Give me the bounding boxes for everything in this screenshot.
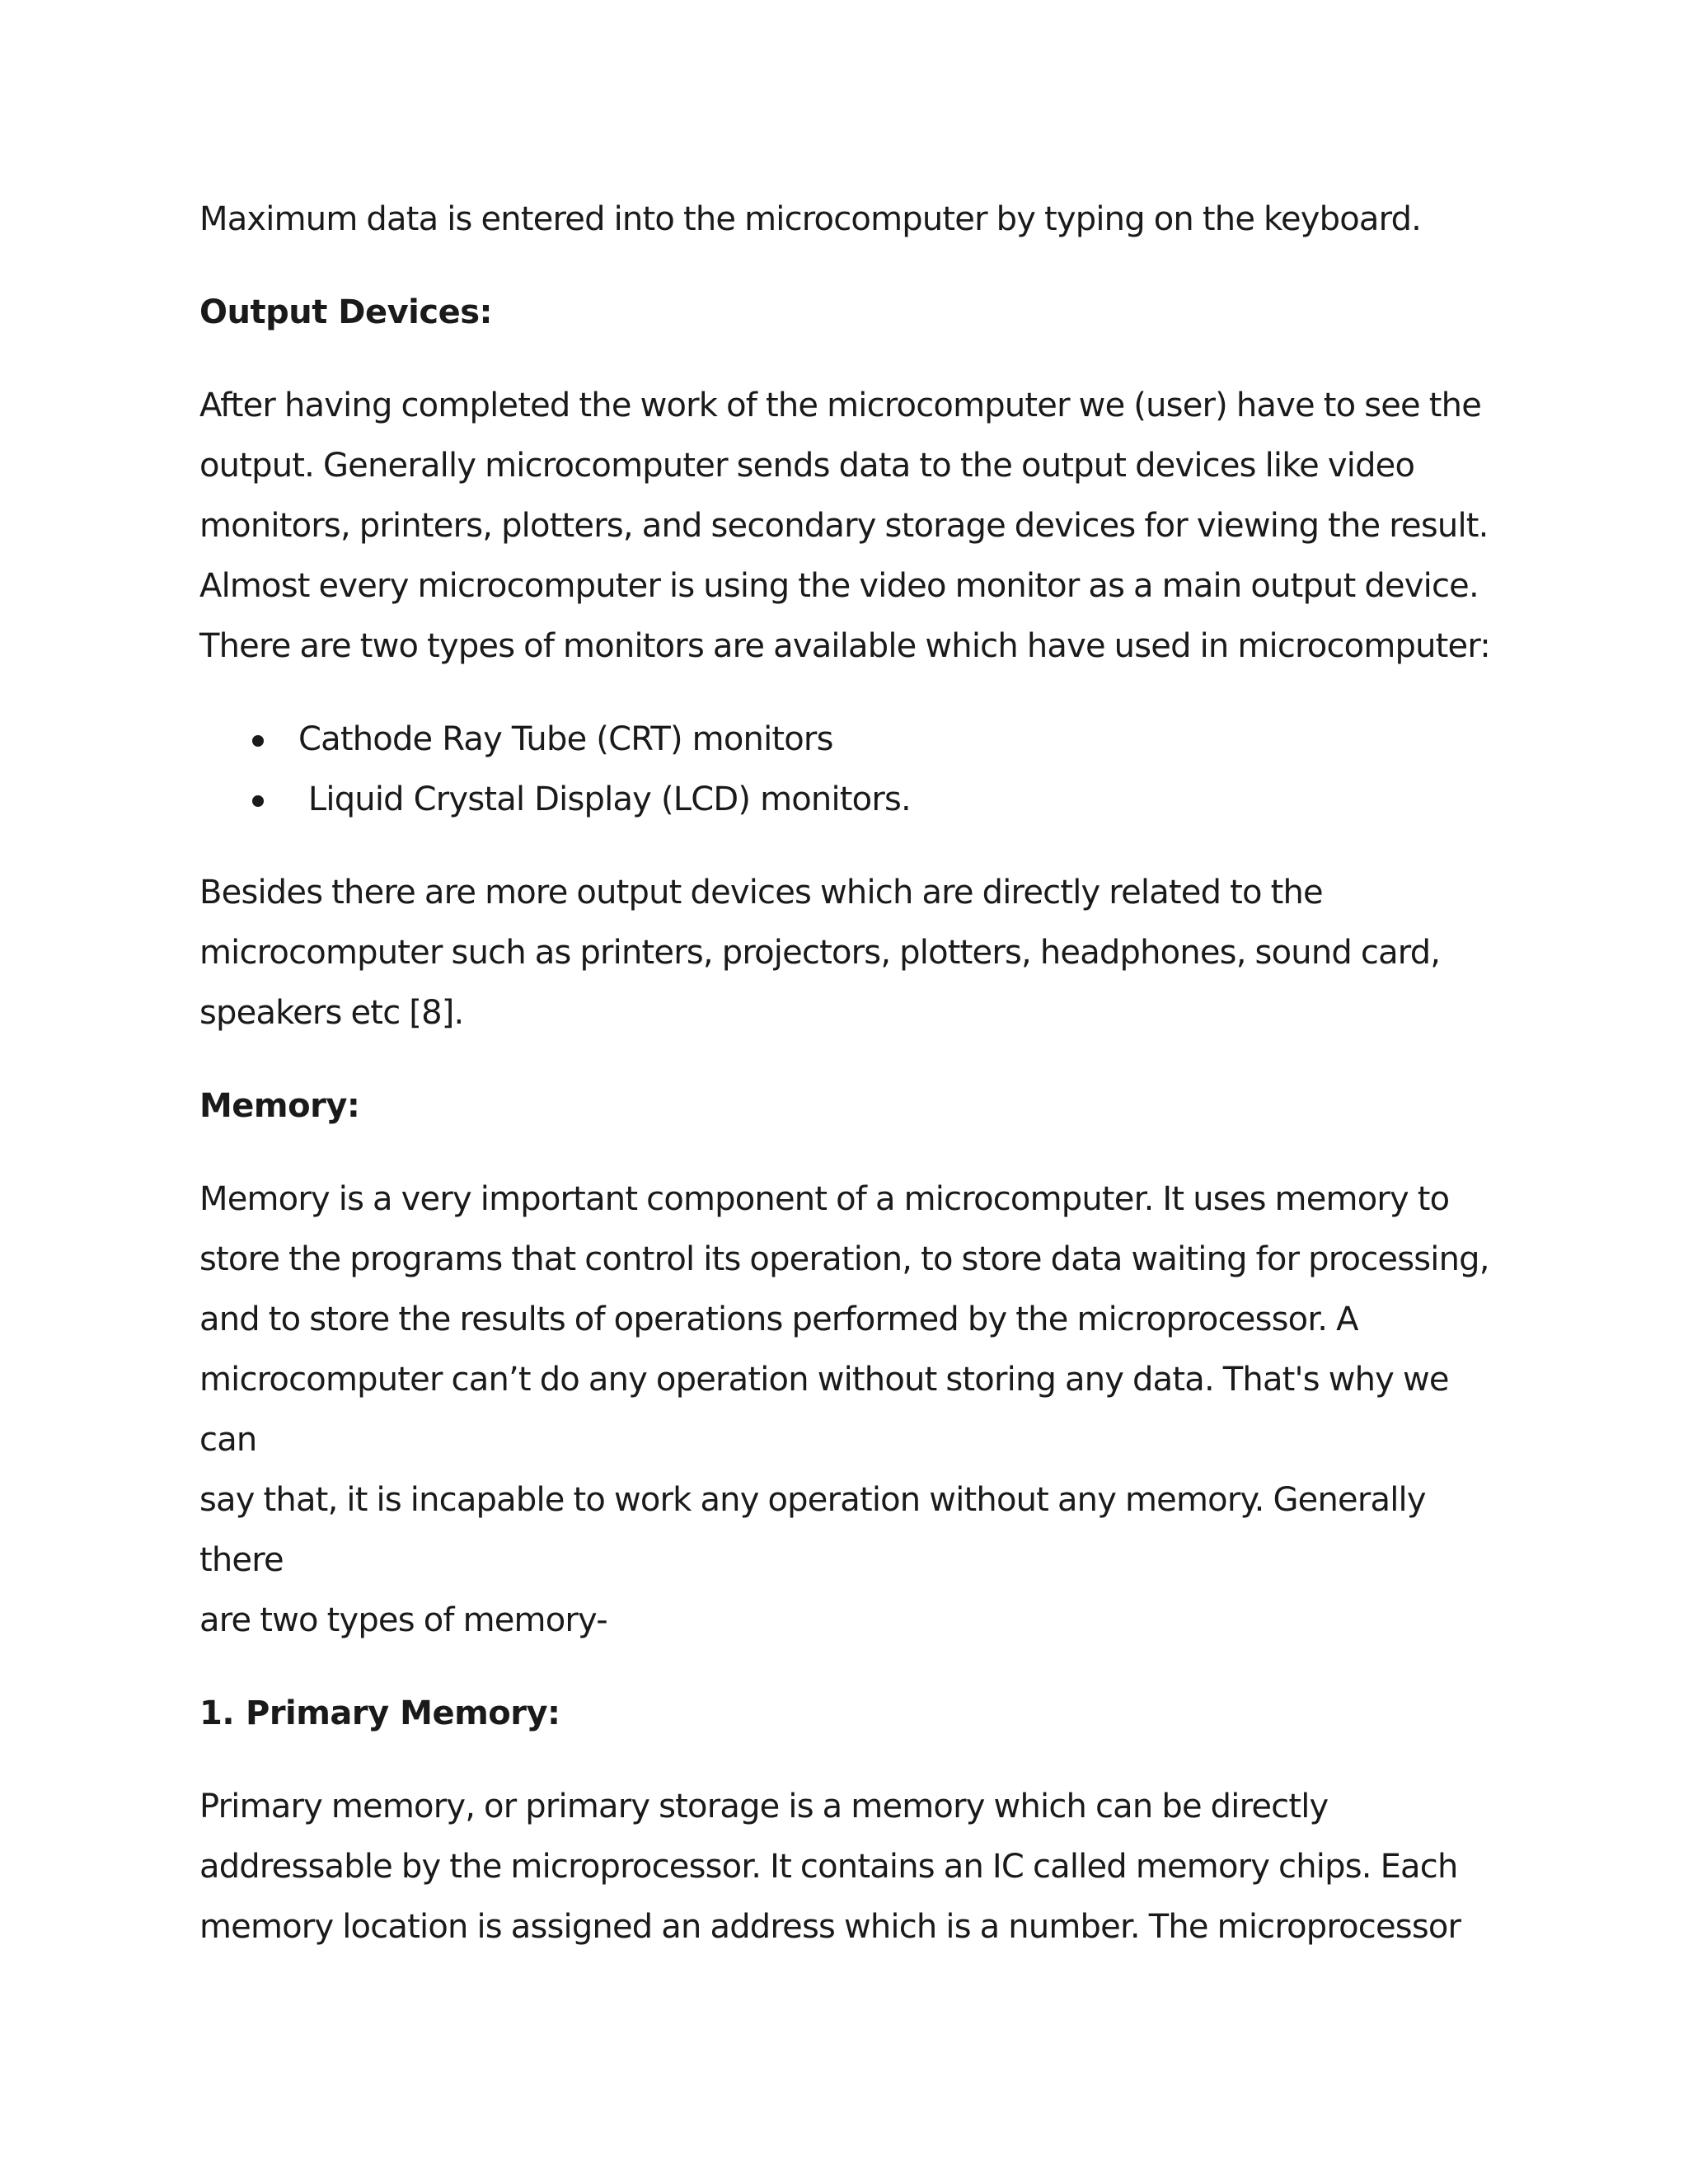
- text-line: Memory is a very important component of a microcomputer. It uses memory to: [199, 1180, 1450, 1218]
- primary-memory-heading: [199, 1684, 1510, 1744]
- memory-heading: Memory:: [199, 1087, 360, 1125]
- list-item: [199, 710, 1510, 770]
- text-line: output. Generally microcomputer sends data to the output devices like video: [199, 447, 1415, 485]
- text-line: speakers etc [8].: [199, 994, 464, 1032]
- more-output-devices-paragraph: [199, 863, 1510, 1043]
- monitor-types-list: [199, 710, 1510, 830]
- bullet-icon: [252, 795, 264, 807]
- text-line: microcomputer such as printers, projectors, plotters, headphones, sound card,: [199, 934, 1441, 972]
- text-line: addressable by the microprocessor. It contains an IC called memory chips. Each: [199, 1848, 1458, 1886]
- heading-number: 1.: [199, 1694, 235, 1732]
- text-line: say that, it is incapable to work any operation without any memory. Generally there: [199, 1481, 1426, 1579]
- output-devices-paragraph: [199, 376, 1510, 677]
- text-line: Besides there are more output devices which are directly related to the: [199, 874, 1323, 912]
- text-line: After having completed the work of the microcomputer we (user) have to see the: [199, 387, 1482, 424]
- primary-memory-paragraph: [199, 1777, 1510, 1957]
- text-line: Primary memory, or primary storage is a memory which can be directly: [199, 1788, 1329, 1825]
- bullet-icon: [252, 735, 264, 747]
- text-line: memory location is assigned an address which is a number. The microprocessor: [199, 1908, 1461, 1946]
- text-line: store the programs that control its operation, to store data waiting for processing,: [199, 1240, 1489, 1278]
- list-item-text: Cathode Ray Tube (CRT) monitors: [298, 720, 833, 758]
- list-item-text: Liquid Crystal Display (LCD) monitors.: [298, 780, 911, 818]
- memory-paragraph: [199, 1169, 1510, 1651]
- text-line: are two types of memory-: [199, 1601, 607, 1639]
- intro-paragraph: Maximum data is entered into the microcomputer by typing on the keyboard.: [199, 200, 1422, 238]
- text-line: Almost every microcomputer is using the video monitor as a main output device.: [199, 567, 1479, 605]
- document-page: [199, 190, 1510, 1957]
- text-line: There are two types of monitors are available which have used in microcomputer:: [199, 627, 1490, 665]
- text-line: monitors, printers, plotters, and secondary storage devices for viewing the result.: [199, 507, 1489, 545]
- text-line: microcomputer can’t do any operation without storing any data. That's why we can: [199, 1361, 1449, 1459]
- heading-text: Primary Memory:: [246, 1694, 560, 1732]
- output-devices-heading: Output Devices:: [199, 293, 493, 331]
- list-item: [199, 770, 1510, 830]
- text-line: and to store the results of operations performed by the microprocessor. A: [199, 1301, 1358, 1338]
